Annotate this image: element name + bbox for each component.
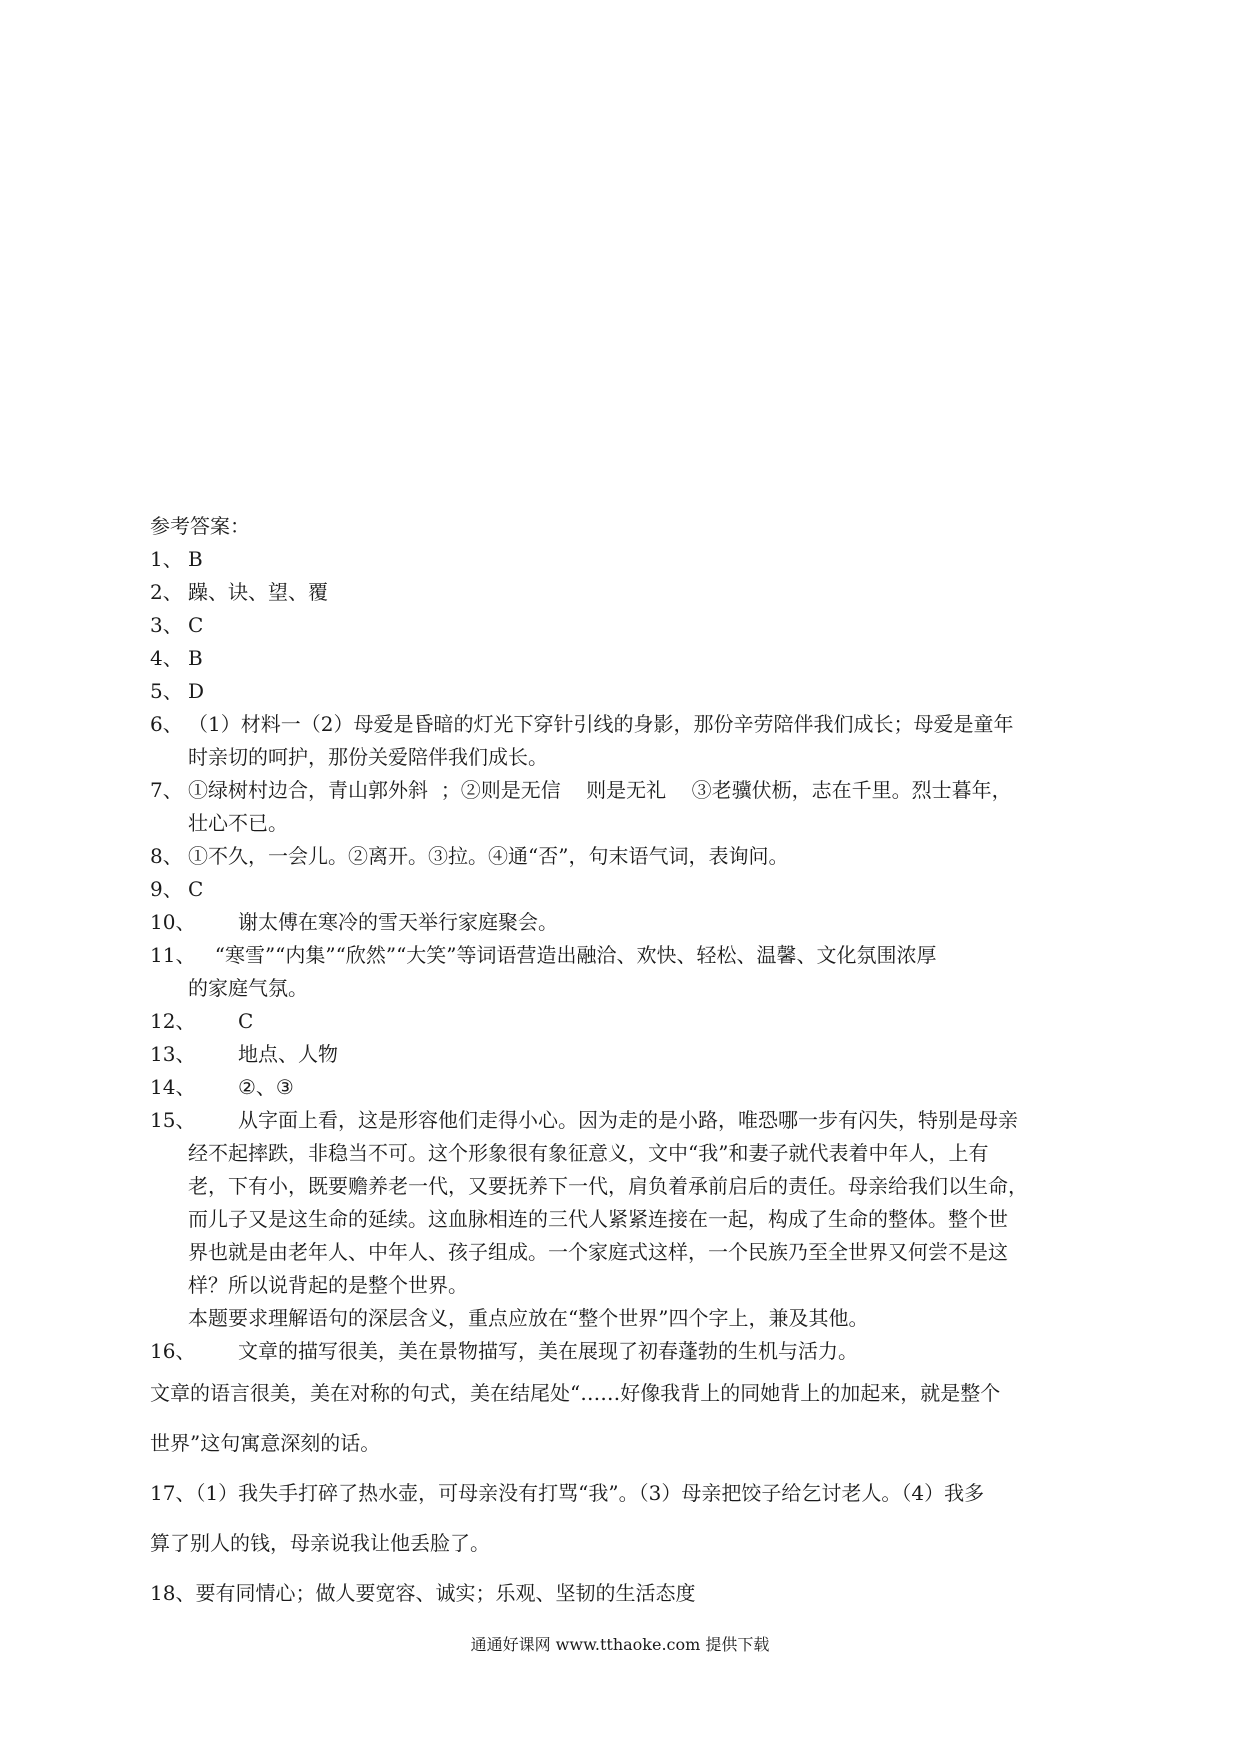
answer-item [150, 1005, 1100, 1038]
answer-item [150, 543, 1100, 576]
answer-item [150, 774, 1100, 807]
answer-number: 13、 [150, 1042, 196, 1066]
answer-item [150, 1335, 1100, 1368]
answer-text: D [188, 679, 205, 703]
answer-item [150, 840, 1100, 873]
answer-text-continuation: 本题要求理解语句的深层含义，重点应放在“整个世界”四个字上，兼及其他。 [188, 1306, 869, 1330]
answer-text: ①不久，一会儿。②离开。③拉。④通“否”，句末语气词，表询问。 [188, 844, 789, 868]
answer-item [150, 1104, 1100, 1137]
answer-number: 9、 [150, 877, 183, 901]
answer-text-continuation: 界也就是由老年人、中年人、孩子组成。一个家庭式这样，一个民族乃至全世界又何尝不是这 [188, 1240, 1008, 1264]
answer-text: （1）材料一（2）母爱是昏暗的灯光下穿针引线的身影，那份辛劳陪伴我们成长；母爱是童年 [188, 712, 1014, 736]
answer-text-continuation: 老，下有小，既要赡养老一代，又要抚养下一代，肩负着承前启后的责任。母亲给我们以生命， [188, 1174, 1028, 1198]
answer-number: 14、 [150, 1075, 196, 1099]
answer-item [150, 576, 1100, 609]
answer-item [150, 939, 1100, 972]
answer-text-continuation: 样？所以说背起的是整个世界。 [188, 1273, 468, 1297]
answer-item [150, 873, 1100, 906]
answer-18: 18、要有同情心；做人要宽容、诚实；乐观、坚韧的生活态度 [150, 1581, 696, 1605]
answer-number: 1、 [150, 547, 183, 571]
footer-source: 通通好课网 www.tthaoke.com 提供下载 [470, 1635, 770, 1654]
answer-key [150, 510, 1100, 1618]
answer-item [150, 609, 1100, 642]
answer-list [150, 543, 1100, 1368]
answer-number: 16、 [150, 1339, 196, 1363]
answer-text-continuation: 而儿子又是这生命的延续。这血脉相连的三代人紧紧连接在一起，构成了生命的整体。整个世 [188, 1207, 1008, 1231]
answer-text-continuation: 壮心不已。 [188, 811, 288, 835]
answer-text: 文章的描写很美，美在景物描写，美在展现了初春蓬勃的生机与活力。 [238, 1339, 858, 1363]
answer-number: 8、 [150, 844, 183, 868]
answer-text: 躁、诀、望、覆 [188, 580, 328, 604]
answer-text-continuation: 的家庭气氛。 [188, 976, 308, 1000]
answer-key-heading: 参考答案： [150, 514, 250, 538]
answer-number: 2、 [150, 580, 183, 604]
answer-text: C [188, 613, 204, 637]
answer-16-extra-line-1: 文章的语言很美，美在对称的句式，美在结尾处“……好像我背上的同她背上的加起来，就是整个 [150, 1381, 1001, 1405]
answer-number: 4、 [150, 646, 183, 670]
answer-16-extra-line-2: 世界”这句寓意深刻的话。 [150, 1431, 381, 1455]
answer-text: 地点、人物 [238, 1042, 338, 1066]
answer-number: 11、 [150, 943, 196, 967]
answer-text-continuation: 时亲切的呵护，那份关爱陪伴我们成长。 [188, 745, 548, 769]
answer-number: 15、 [150, 1108, 196, 1132]
answer-item [150, 906, 1100, 939]
answer-text: B [188, 646, 203, 670]
answer-item [150, 675, 1100, 708]
answer-number: 5、 [150, 679, 183, 703]
answer-text: “寒雪”“内集”“欣然”“大笑”等词语营造出融洽、欢快、轻松、温馨、文化氛围浓厚 [202, 943, 937, 967]
answer-17-line-1: 17、（1）我失手打碎了热水壶，可母亲没有打骂“我”。（3）母亲把饺子给乞讨老人。（4）我多 [150, 1481, 985, 1505]
answer-text: B [188, 547, 203, 571]
answer-number: 6、 [150, 712, 183, 736]
answer-text: 谢太傅在寒冷的雪天举行家庭聚会。 [238, 910, 558, 934]
answer-text: 从字面上看，这是形容他们走得小心。因为走的是小路，唯恐哪一步有闪失，特别是母亲 [238, 1108, 1018, 1132]
answer-item [150, 642, 1100, 675]
answer-text: ②、③ [238, 1075, 294, 1099]
answer-item [150, 1038, 1100, 1071]
answer-17-line-2: 算了别人的钱，母亲说我让他丢脸了。 [150, 1531, 490, 1555]
answer-text: C [188, 877, 204, 901]
answer-text: C [238, 1009, 254, 1033]
answer-number: 12、 [150, 1009, 196, 1033]
answer-item [150, 708, 1100, 741]
answer-number: 3、 [150, 613, 183, 637]
answer-item [150, 1071, 1100, 1104]
answer-number: 10、 [150, 910, 196, 934]
answer-text-continuation: 经不起摔跌，非稳当不可。这个形象很有象征意义，文中“我”和妻子就代表着中年人，上有 [188, 1141, 989, 1165]
answer-number: 7、 [150, 778, 183, 802]
answer-text: ①绿树村边合，青山郭外斜 ；②则是无信 则是无礼 ③老骥伏枥，志在千里。烈士暮年， [188, 778, 1012, 802]
